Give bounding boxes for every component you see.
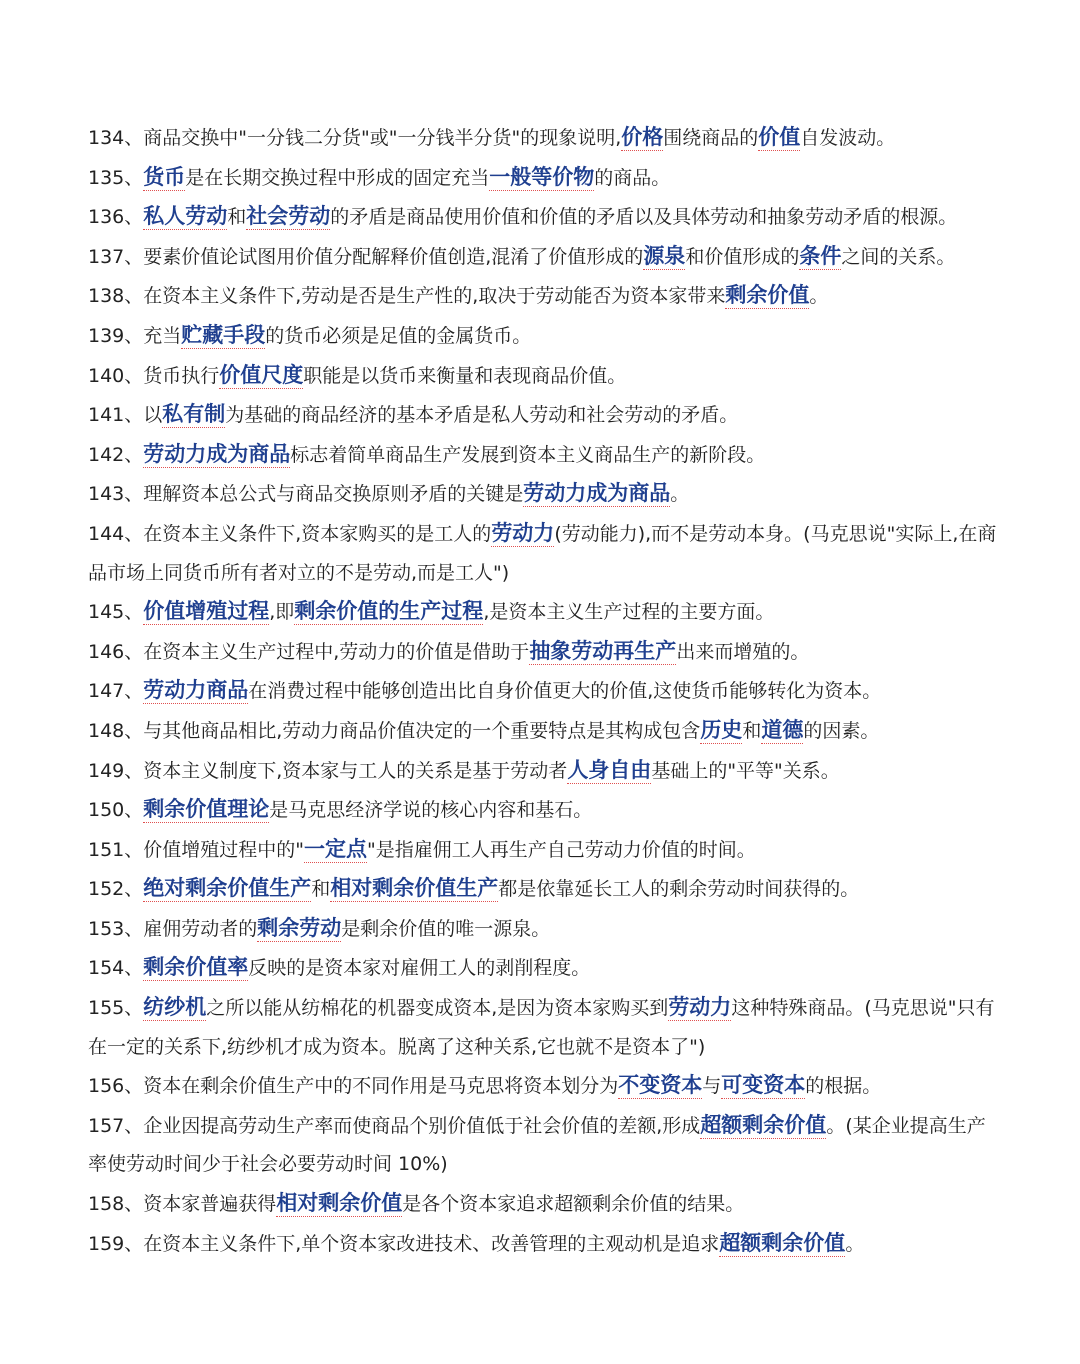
list-item xyxy=(88,869,998,909)
item-text: 资本在剩余价值生产中的不同作用是马克思将资本划分为 xyxy=(143,1075,619,1098)
list-item xyxy=(88,830,998,870)
item-number: 154、 xyxy=(88,957,144,980)
item-text: 为基础的商品经济的基本矛盾是私人劳动和社会劳动的矛盾。 xyxy=(225,404,739,427)
list-item xyxy=(88,1184,998,1224)
item-text: 要素价值论试图用价值分配解释价值创造,混淆了价值形成的 xyxy=(143,245,644,268)
item-text: 自发波动。 xyxy=(800,127,896,149)
list-item xyxy=(88,237,998,277)
item-text: 资本家普遍获得 xyxy=(143,1193,277,1216)
item-text: 和 xyxy=(227,206,247,229)
highlighted-term: 劳动力 xyxy=(491,520,555,545)
item-text: 在消费过程中能够创造出比自身价值更大的价值,这使货币能够转化为资本。 xyxy=(248,680,882,703)
highlighted-term: 条件 xyxy=(799,243,842,268)
item-text: 的商品。 xyxy=(594,166,671,189)
item-number: 135、 xyxy=(88,166,144,189)
item-text: 。 xyxy=(809,285,829,308)
item-text: 。(某企业提高生产率使劳动时间少于社会必要劳动时间 10%) xyxy=(88,1114,986,1176)
item-text: 的矛盾是商品使用价值和价值的矛盾以及具体劳动和抽象劳动矛盾的根源。 xyxy=(330,206,958,229)
highlighted-term: 剩余价值理论 xyxy=(143,797,270,822)
list-item xyxy=(88,1106,998,1184)
item-number: 144、 xyxy=(88,522,144,545)
highlighted-term: 剩余价值 xyxy=(725,283,810,308)
item-text: 在资本主义条件下,劳动是否是生产性的,取决于劳动能否为资本家带来 xyxy=(143,285,726,308)
highlighted-term: 剩余劳动 xyxy=(257,915,342,940)
list-item xyxy=(88,909,998,949)
item-text: 在资本主义生产过程中,劳动力的价值是借助于 xyxy=(143,640,530,663)
item-text: 与 xyxy=(702,1075,722,1098)
highlighted-term: 道德 xyxy=(761,717,804,742)
item-text: 是在长期交换过程中形成的固定充当 xyxy=(185,166,490,189)
item-number: 147、 xyxy=(88,680,144,703)
item-number: 139、 xyxy=(88,324,144,347)
list-item xyxy=(88,948,998,988)
highlighted-term: 剩余价值的生产过程 xyxy=(294,599,484,624)
highlighted-term: 超额剩余价值 xyxy=(700,1112,827,1137)
item-number: 148、 xyxy=(88,719,144,742)
highlighted-term: 劳动力成为商品 xyxy=(523,481,671,506)
highlighted-term: 价格 xyxy=(621,125,664,149)
item-text: 理解资本总公式与商品交换原则矛盾的关键是 xyxy=(143,483,524,506)
highlighted-term: 劳动力 xyxy=(668,995,732,1020)
item-number: 153、 xyxy=(88,917,144,940)
list-item xyxy=(88,790,998,830)
item-text: 出来而增殖的。 xyxy=(676,640,810,663)
highlighted-term: 社会劳动 xyxy=(246,204,331,229)
highlighted-term: 人身自由 xyxy=(567,757,652,782)
list-item xyxy=(88,1224,998,1264)
highlighted-term: 私有制 xyxy=(162,402,226,427)
item-number: 137、 xyxy=(88,245,144,268)
item-text: 都是依靠延长工人的剩余劳动时间获得的。 xyxy=(498,878,860,901)
item-text: 的根据。 xyxy=(805,1075,882,1098)
item-number: 142、 xyxy=(88,443,144,466)
item-text: 企业因提高劳动生产率而使商品个别价值低于社会价值的差额,形成 xyxy=(143,1114,701,1137)
highlighted-term: 贮藏手段 xyxy=(181,322,266,347)
list-item xyxy=(88,988,998,1066)
item-text: 在资本主义条件下,资本家购买的是工人的 xyxy=(143,522,492,545)
list-item xyxy=(88,395,998,435)
item-text: 货币执行 xyxy=(143,364,220,387)
highlighted-term: 纺纱机 xyxy=(143,995,207,1020)
item-text: 标志着简单商品生产发展到资本主义商品生产的新阶段。 xyxy=(290,443,766,466)
highlighted-term: 价值 xyxy=(758,125,801,149)
list-item xyxy=(88,276,998,316)
item-text: 以 xyxy=(143,404,163,427)
item-number: 149、 xyxy=(88,759,144,782)
item-number: 141、 xyxy=(88,404,144,427)
item-number: 145、 xyxy=(88,601,144,624)
list-item xyxy=(88,158,998,198)
item-text: 反映的是资本家对雇佣工人的剥削程度。 xyxy=(248,957,591,980)
item-text: 充当 xyxy=(143,324,182,347)
item-number: 158、 xyxy=(88,1193,144,1216)
item-number: 136、 xyxy=(88,206,144,229)
item-text: 是剩余价值的唯一源泉。 xyxy=(341,917,551,940)
highlighted-term: 价值尺度 xyxy=(219,362,304,387)
item-number: 140、 xyxy=(88,364,144,387)
item-number: 159、 xyxy=(88,1232,144,1255)
highlighted-term: 历史 xyxy=(700,717,743,742)
highlighted-term: 绝对剩余价值生产 xyxy=(143,876,312,901)
item-text: 。 xyxy=(845,1232,865,1255)
item-text: 是各个资本家追求超额剩余价值的结果。 xyxy=(402,1193,745,1216)
item-text: (劳动能力),而不是劳动本身。(马克思说"实际上,在商品市场上同货币所有者对立的不是劳动,而是工人") xyxy=(88,522,997,584)
list-item xyxy=(88,118,998,158)
item-text: ,即 xyxy=(269,601,295,624)
item-text: 雇佣劳动者的 xyxy=(143,917,258,940)
item-text: 的因素。 xyxy=(803,719,880,742)
highlighted-term: 超额剩余价值 xyxy=(719,1230,846,1255)
item-number: 150、 xyxy=(88,799,144,822)
highlighted-term: 相对剩余价值 xyxy=(276,1191,403,1216)
item-text: ,是资本主义生产过程的主要方面。 xyxy=(483,601,775,624)
item-text: 围绕商品的 xyxy=(663,127,759,149)
list-item xyxy=(88,592,998,632)
item-text: "是指雇佣工人再生产自己劳动力价值的时间。 xyxy=(367,838,756,861)
item-text: 之间的关系。 xyxy=(841,245,956,268)
list-item xyxy=(88,632,998,672)
item-number: 138、 xyxy=(88,285,144,308)
item-text: 。 xyxy=(670,483,690,506)
highlighted-term: 可变资本 xyxy=(721,1073,806,1098)
item-number: 157、 xyxy=(88,1114,144,1137)
highlighted-term: 货币 xyxy=(143,164,186,189)
list-item xyxy=(88,435,998,475)
item-text: 职能是以货币来衡量和表现商品价值。 xyxy=(303,364,627,387)
list-item xyxy=(88,197,998,237)
item-text: 的货币必须是足值的金属货币。 xyxy=(265,324,532,347)
item-text: 商品交换中"一分钱二分货"或"一分钱半分货"的现象说明, xyxy=(143,127,622,149)
item-number: 156、 xyxy=(88,1075,144,1098)
item-text: 与其他商品相比,劳动力商品价值决定的一个重要特点是其构成包含 xyxy=(143,719,701,742)
highlighted-term: 劳动力成为商品 xyxy=(143,441,291,466)
item-text: 和 xyxy=(311,878,331,901)
question-list xyxy=(88,118,998,1263)
item-text: 和价值形成的 xyxy=(685,245,800,268)
item-number: 134、 xyxy=(88,127,144,149)
item-number: 152、 xyxy=(88,878,144,901)
list-item xyxy=(88,711,998,751)
item-number: 146、 xyxy=(88,640,144,663)
list-item xyxy=(88,316,998,356)
item-text: 和 xyxy=(742,719,762,742)
item-number: 151、 xyxy=(88,838,144,861)
list-item xyxy=(88,514,998,592)
list-item xyxy=(88,671,998,711)
list-item xyxy=(88,474,998,514)
highlighted-term: 相对剩余价值生产 xyxy=(330,876,499,901)
item-number: 143、 xyxy=(88,483,144,506)
highlighted-term: 价值增殖过程 xyxy=(143,599,270,624)
item-text: 在资本主义条件下,单个资本家改进技术、改善管理的主观动机是追求 xyxy=(143,1232,720,1255)
item-text: 基础上的"平等"关系。 xyxy=(651,759,840,782)
highlighted-term: 剩余价值率 xyxy=(143,955,249,980)
highlighted-term: 源泉 xyxy=(643,243,686,268)
highlighted-term: 抽象劳动再生产 xyxy=(529,638,677,663)
item-text: 价值增殖过程中的" xyxy=(143,838,305,861)
list-item xyxy=(88,356,998,396)
highlighted-term: 一般等价物 xyxy=(489,164,595,189)
item-text: 之所以能从纺棉花的机器变成资本,是因为资本家购买到 xyxy=(206,997,669,1020)
list-item xyxy=(88,751,998,791)
list-item xyxy=(88,1066,998,1106)
highlighted-term: 私人劳动 xyxy=(143,204,228,229)
item-text: 资本主义制度下,资本家与工人的关系是基于劳动者 xyxy=(143,759,568,782)
highlighted-term: 一定点 xyxy=(304,836,368,861)
highlighted-term: 不变资本 xyxy=(618,1073,703,1098)
highlighted-term: 劳动力商品 xyxy=(143,678,249,703)
item-number: 155、 xyxy=(88,997,144,1020)
item-text: 这种特殊商品。(马克思说"只有在一定的关系下,纺纱机才成为资本。脱离了这种关系,它也就不是资本了") xyxy=(88,997,995,1058)
item-text: 是马克思经济学说的核心内容和基石。 xyxy=(269,799,593,822)
